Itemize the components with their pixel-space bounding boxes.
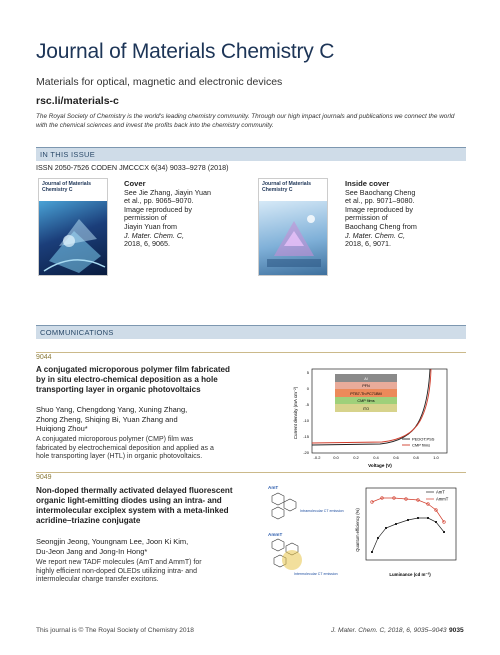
article-title[interactable] [36,365,276,395]
legend-label: CMP films [412,442,431,448]
article-title[interactable] [36,485,279,526]
inside-cover-art-graphic [259,201,328,276]
abstract-line: A conjugated microporous polymer (CMP) film was [36,436,194,443]
issn-line: ISSN 2050-7526 CODEN JMCCCX 6(34) 9033–9278 (2018) [36,163,229,172]
article-divider [36,472,466,473]
emission-label: Intermolecular CT emission [294,572,338,576]
y-axis-label: Quantum efficiency (%) [355,508,360,552]
stack-label: ITO [362,407,370,411]
cover-line: 2018, 6, 9065. [124,239,170,249]
x-tick: 0.0 [333,455,339,460]
title-line: organic light-emitting diodes using an intra- and [36,496,222,505]
x-tick: 0.8 [413,455,419,460]
series-ammt [372,498,444,522]
cover-heading: Cover [124,179,146,188]
x-tick: 0.2 [353,455,359,460]
article-page-number[interactable]: 9044 [36,354,52,361]
series-amt-markers [371,517,445,553]
cover-line: See Jie Zhang, Jiayin Yuan [124,187,211,197]
y-axis-label: Current density (mA cm⁻²) [293,386,298,440]
cover-line: See Baochang Cheng [345,187,416,197]
cover-line: 2018, 6, 9071. [345,239,391,249]
title-line: acridine–triazine conjugate [36,516,141,525]
journal-subtitle: Materials for optical, magnetic and electronic devices [36,76,283,88]
in-this-issue-bar: IN THIS ISSUE [36,147,466,161]
footer-copyright: This journal is © The Royal Society of Chemistry 2018 [36,627,194,634]
device-stack [335,374,397,412]
y-tick: -15 [303,434,309,439]
cover-journal-name: Journal of Materials Chemistry C [42,181,92,193]
abstract-line: hole transporting layer (HTL) in organic photovoltaics. [36,453,203,461]
stack-label: PFN [362,384,370,388]
molecule-structure-amt [272,493,296,519]
stack-label: PTB7-Th:PC71BM [350,392,382,396]
cover-heading: Inside cover [345,179,390,188]
y-tick: 5 [306,370,309,375]
title-line: transporting layer in organic photovoltaics [36,385,201,394]
cover-journal-name: Journal of Materials Chemistry C [262,181,312,193]
cover-line: Baochang Cheng from [345,221,417,231]
article-authors [36,405,271,434]
legend-label: AmmT [436,496,449,502]
exciplex-glow [282,550,302,570]
article-figure-jv [290,363,465,473]
stack-label: CMP films [357,399,375,403]
cover-line: et al., pp. 9071–9080. [345,196,415,206]
x-tick: -0.2 [313,455,321,460]
abstract-line: fabricated by electrochemical deposition and applied as a [36,444,214,452]
stack-label: Al [364,377,368,381]
article-authors [36,537,271,556]
article-page-number[interactable]: 9049 [36,474,52,481]
title-line: Non-doped thermally activated delayed fluorescent [36,486,233,495]
title-line: by in situ electro-chemical deposition as a hole [36,375,218,384]
x-tick: 0.6 [393,455,399,460]
article-figure-tadf [262,480,467,580]
footer-page-number: 9035 [449,627,464,634]
title-line: A conjugated microporous polymer film fabricated [36,365,230,374]
cover-caption [124,180,224,249]
x-axis-label: Voltage (V) [368,463,392,468]
communications-bar: COMMUNICATIONS [36,325,466,339]
x-tick: 0.4 [373,455,379,460]
abstract-line: highly efficient non-doped OLEDs utilizing intra- and [36,567,197,575]
author-line: Zhong Zheng, Shiqing Bi, Yuan Zhang and [36,414,178,424]
molecule-label: AmT [268,485,279,490]
front-cover-image[interactable] [38,178,108,276]
y-tick: 0 [306,386,309,391]
cover-art-graphic [39,201,108,276]
abstract-line: We report new TADF molecules (AmT and AmmT) for [36,559,202,566]
cover-line: J. Mater. Chem. C, [124,230,185,240]
article-divider [36,352,466,353]
inside-cover-caption [345,180,455,249]
article-abstract [36,559,276,585]
cover-line: permission of [124,213,167,223]
author-line: Shuo Yang, Chengdong Yang, Xuning Zhang, [36,405,188,414]
rsc-blurb: The Royal Society of Chemistry is the world's leading chemistry community. Through our high impact journals and publications we connect the world with the chemical sciences and invest the profits back into the chemistry community. [36,113,455,129]
article-abstract [36,436,276,462]
journal-title: Journal of Materials Chemistry C [36,40,335,63]
emission-label: Intramolecular CT emission [300,509,344,513]
legend-label: AmT [436,489,445,495]
molecule-label: AmmT [268,532,283,537]
cover-line: Image reproduced by [124,204,192,214]
cover-line: J. Mater. Chem. C, [345,230,406,240]
footer-citation: J. Mater. Chem. C, 2018, 6, 9035–9043 [331,627,447,634]
inside-cover-image[interactable] [258,178,328,276]
author-line: Huiqiong Zhou* [36,424,88,433]
cover-line: Image reproduced by [345,204,413,214]
y-tick: -5 [305,402,309,407]
legend-label: PEDOT:PSS [412,436,435,442]
cover-line: permission of [345,213,388,223]
cover-art [39,201,107,276]
title-line: intermolecular exciplex system with a meta-linked [36,506,229,515]
abstract-line: intermolecular charge transfer excitons. [36,576,159,584]
x-tick: 1.0 [433,455,439,460]
series-amt [372,518,444,552]
journal-url[interactable]: rsc.li/materials-c [36,95,119,107]
y-tick: -20 [303,450,309,455]
y-tick: -10 [303,418,309,423]
inside-cover-art [259,201,327,276]
author-line: Du-Jeon Jang and Jong-In Hong* [36,546,148,556]
author-line: Seongjin Jeong, Youngnam Lee, Joon Ki Kim, [36,537,189,546]
cover-line: et al., pp. 9065–9070. [124,196,194,206]
x-axis-label: Luminance (cd m⁻²) [389,572,431,577]
cover-line: Jiayin Yuan from [124,221,178,231]
